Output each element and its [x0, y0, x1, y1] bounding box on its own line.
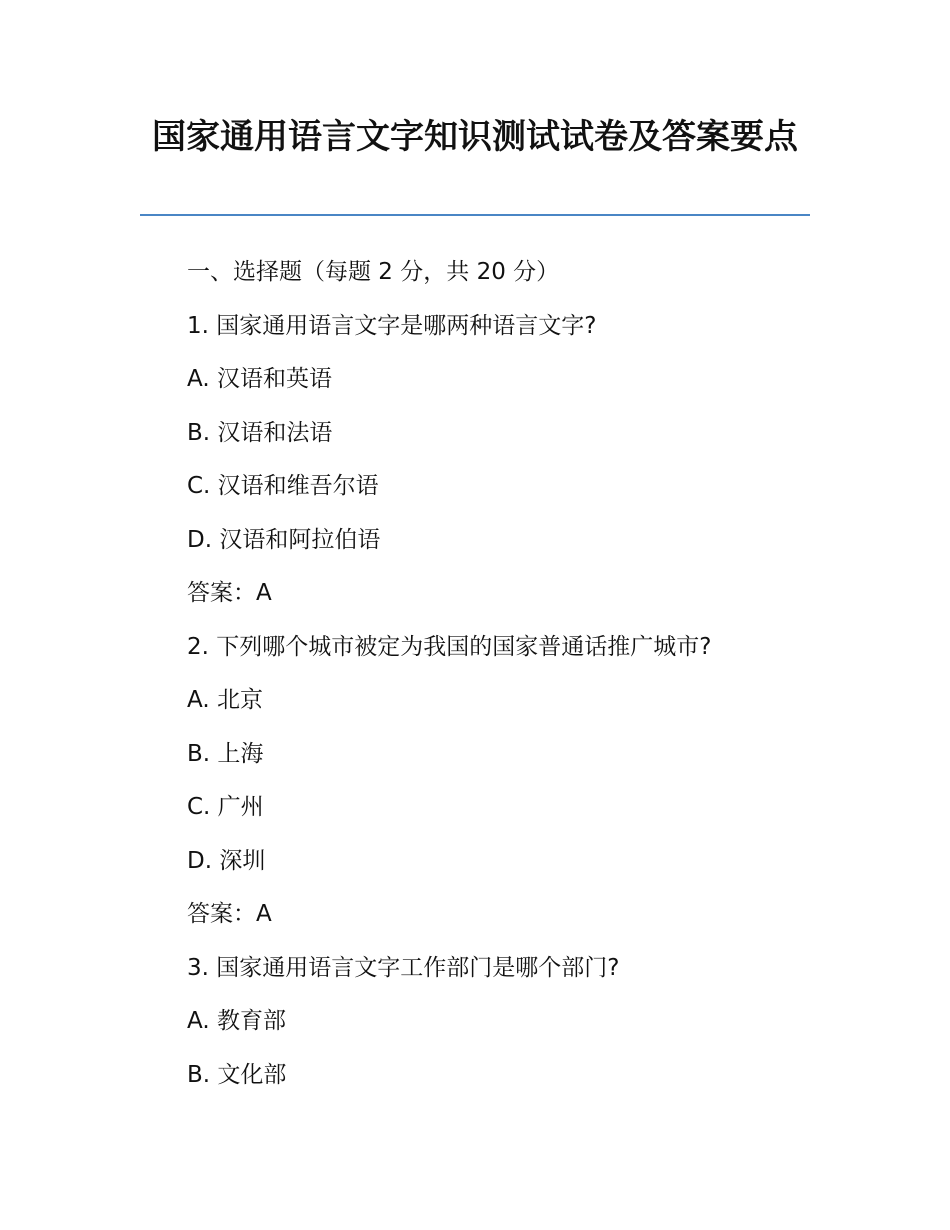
question-1-option-a: A. 汉语和英语 [187, 366, 332, 392]
question-2-option-b: B. 上海 [187, 740, 264, 767]
question-1-answer: 答案：A [187, 580, 272, 606]
section-heading: 一、选择题（每题 2 分，共 20 分） [187, 259, 560, 285]
question-3-option-b: B. 文化部 [187, 1061, 287, 1088]
document-content [187, 246, 887, 1102]
question-2-option-c: C. 广州 [187, 794, 264, 820]
question-2-option-d: D. 深圳 [187, 847, 266, 874]
question-3: 3. 国家通用语言文字工作部门是哪个部门? [187, 954, 620, 981]
title-underline [140, 214, 810, 216]
question-3-option-a: A. 教育部 [187, 1008, 286, 1034]
page-title: 国家通用语言文字知识测试试卷及答案要点 [152, 117, 798, 157]
question-1-option-c: C. 汉语和维吾尔语 [187, 473, 379, 499]
question-1-option-b: B. 汉语和法语 [187, 419, 333, 446]
title-block [140, 112, 810, 162]
question-2: 2. 下列哪个城市被定为我国的国家普通话推广城市? [187, 633, 712, 660]
question-2-answer: 答案：A [187, 901, 272, 927]
question-1-option-d: D. 汉语和阿拉伯语 [187, 526, 381, 553]
question-2-option-a: A. 北京 [187, 687, 263, 713]
question-1: 1. 国家通用语言文字是哪两种语言文字? [187, 312, 597, 339]
